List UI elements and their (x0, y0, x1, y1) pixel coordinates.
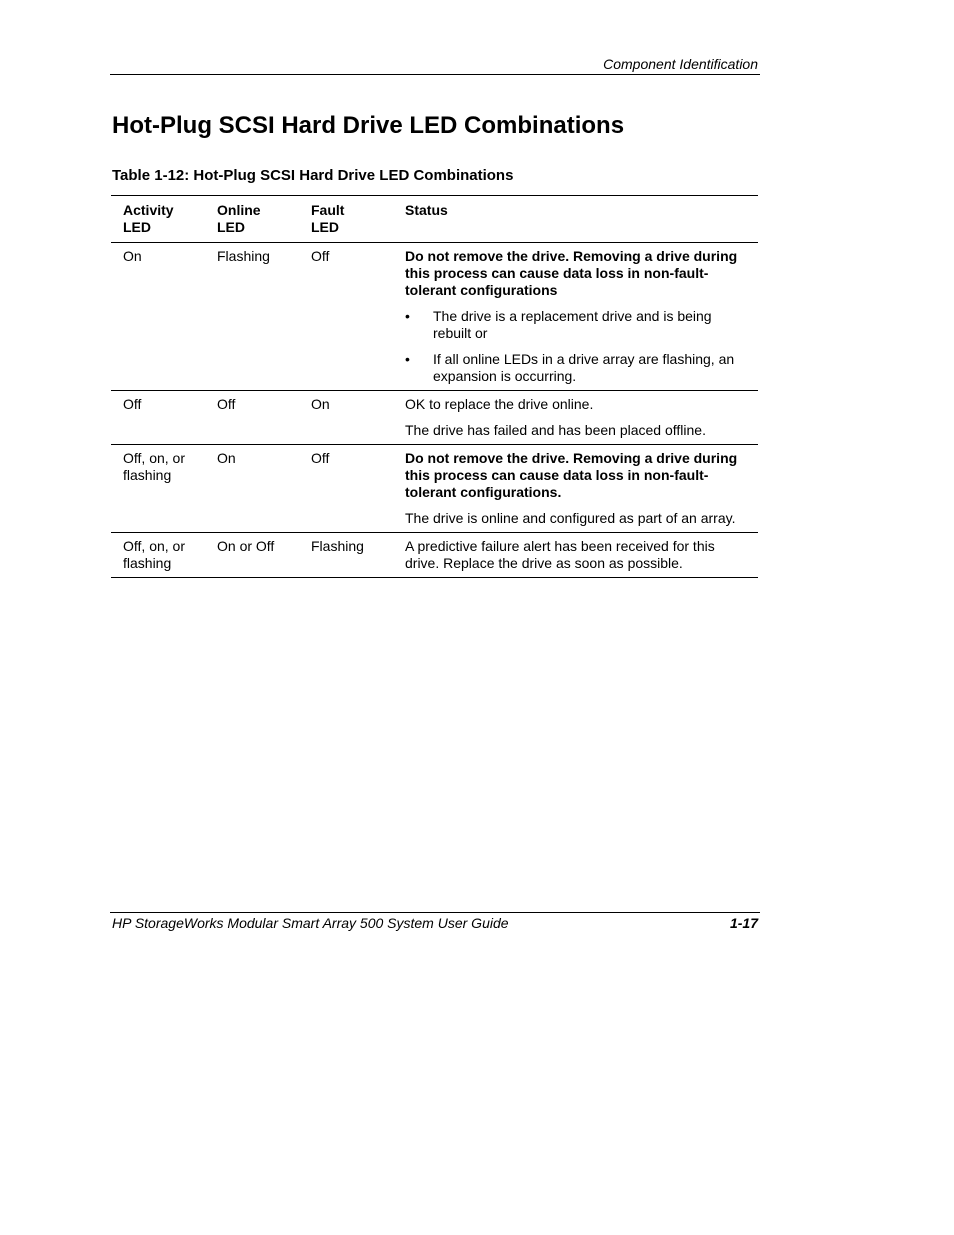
activity-cell: Off, on, or flashing (111, 533, 205, 578)
online-cell: On (205, 445, 299, 533)
status-warning: Do not remove the drive. Removing a drive during this process can cause data loss in non-fault-tolerant configurations (405, 248, 738, 298)
bullet-icon: • (405, 351, 410, 367)
fault-cell: On (299, 391, 393, 445)
status-text: A predictive failure alert has been received for this drive. Replace the drive as soon as possible. (405, 538, 715, 571)
table-row (111, 445, 758, 533)
header-status: Status (393, 196, 758, 243)
status-cell (393, 391, 758, 445)
table-row (111, 391, 758, 445)
online-cell: Flashing (205, 243, 299, 391)
status-cell (393, 243, 758, 391)
activity-cell: Off (111, 391, 205, 445)
footer-title: HP StorageWorks Modular Smart Array 500 System User Guide (112, 915, 509, 931)
list-item: • The drive is a replacement drive and is being rebuilt or (405, 308, 712, 341)
status-text: OK to replace the drive online. (405, 396, 594, 412)
bullet-icon: • (405, 308, 410, 324)
list-item: • If all online LEDs in a drive array are flashing, an expansion is occurring. (405, 351, 735, 384)
table-header-row (111, 196, 758, 243)
status-warning: Do not remove the drive. Removing a drive during this process can cause data loss in non-fault-tolerant configurations. (405, 450, 738, 500)
status-text: The drive has failed and has been placed offline. (405, 422, 706, 438)
activity-cell: Off, on, or flashing (111, 445, 205, 533)
table-caption: Table 1-12: Hot-Plug SCSI Hard Drive LED Combinations (112, 167, 514, 184)
online-cell: On or Off (205, 533, 299, 578)
footer-rule (110, 912, 760, 913)
status-cell (393, 533, 758, 578)
page-number: 1-17 (729, 915, 758, 931)
header-activity-led: Activity LED (111, 196, 205, 243)
fault-cell: Off (299, 445, 393, 533)
online-cell: Off (205, 391, 299, 445)
status-text: The drive is online and configured as part of an array. (405, 510, 736, 526)
fault-cell: Off (299, 243, 393, 391)
running-header: Component Identification (603, 56, 758, 72)
header-online-led: Online LED (205, 196, 299, 243)
page-title: Hot-Plug SCSI Hard Drive LED Combinations (112, 112, 625, 139)
fault-cell: Flashing (299, 533, 393, 578)
table-row (111, 533, 758, 578)
status-bullet-list (405, 308, 750, 385)
led-combinations-table (111, 195, 758, 578)
status-cell (393, 445, 758, 533)
header-fault-led: Fault LED (299, 196, 393, 243)
table-row (111, 243, 758, 391)
header-rule (110, 74, 760, 75)
activity-cell: On (111, 243, 205, 391)
